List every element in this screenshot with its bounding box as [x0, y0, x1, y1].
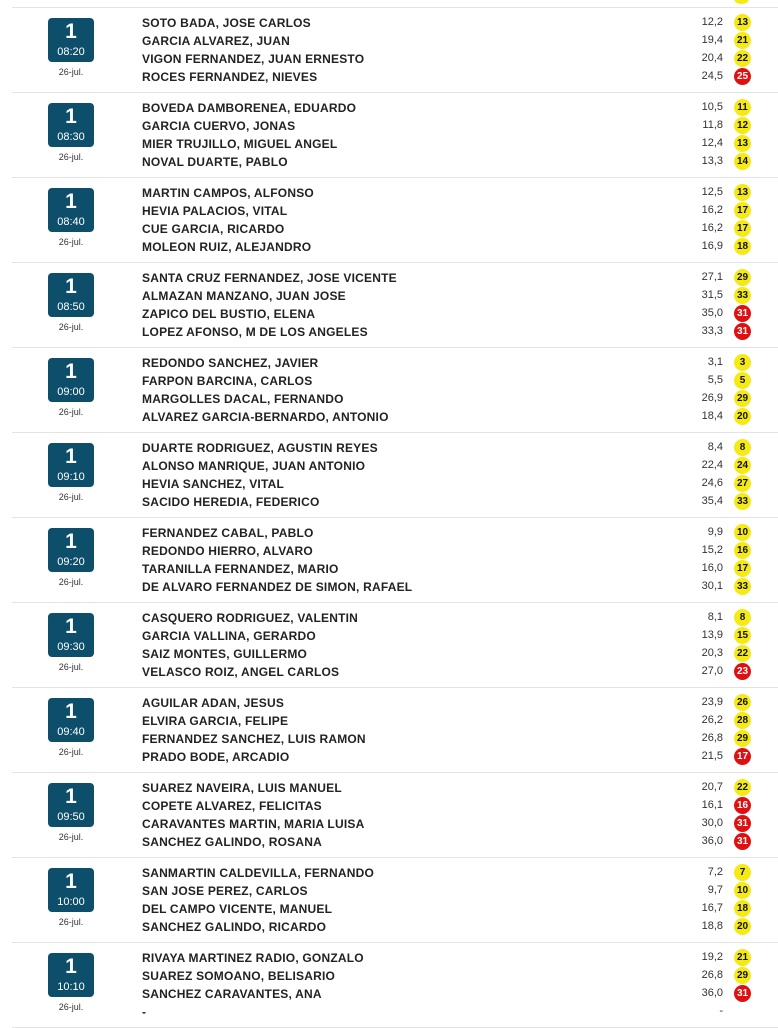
handicap-index: 30,0 — [701, 817, 723, 829]
player-row[interactable] — [0, 882, 778, 900]
playing-handicap-badge: 16 — [734, 797, 751, 814]
tee-number: 1 — [65, 275, 77, 298]
playing-handicap-badge: 17 — [734, 748, 751, 765]
player-list — [0, 99, 778, 171]
player-row[interactable] — [0, 238, 778, 256]
player-list — [0, 779, 778, 851]
player-list — [0, 269, 778, 341]
tee-time-group — [0, 263, 778, 348]
playing-handicap-badge: 29 — [734, 730, 751, 747]
player-name: RIVAYA MARTINEZ RADIO, GONZALO — [142, 951, 364, 965]
handicap-index: 16,2 — [701, 204, 723, 216]
player-row[interactable] — [0, 712, 778, 730]
player-name: ELVIRA GARCIA, FELIPE — [142, 714, 289, 728]
handicap-index: 20,4 — [701, 52, 723, 64]
player-name: ALMAZAN MANZANO, JUAN JOSE — [142, 289, 346, 303]
handicap-index: 20,3 — [701, 647, 723, 659]
playing-handicap-badge: 29 — [734, 390, 751, 407]
handicap-index: 31,5 — [701, 289, 723, 301]
player-list — [0, 609, 778, 681]
playing-handicap-badge: 5 — [734, 372, 751, 389]
player-row[interactable] — [0, 32, 778, 50]
player-row[interactable] — [0, 354, 778, 372]
handicap-index: 36,0 — [701, 835, 723, 847]
player-name: COPETE ALVAREZ, FELICITAS — [142, 799, 322, 813]
player-name: SUAREZ SOMOANO, BELISARIO — [142, 969, 336, 983]
tee-number: 1 — [65, 360, 77, 383]
player-name: LOPEZ AFONSO, M DE LOS ANGELES — [142, 325, 368, 339]
handicap-index: 36,0 — [701, 987, 723, 999]
playing-handicap-badge: 31 — [734, 305, 751, 322]
handicap-index: 12,5 — [701, 186, 723, 198]
player-row[interactable] — [0, 475, 778, 493]
player-row[interactable] — [0, 493, 778, 511]
player-name: SANCHEZ CARAVANTES, ANA — [142, 987, 322, 1001]
tee-date: 26-jul. — [58, 662, 84, 672]
handicap-index: 27,0 — [701, 665, 723, 677]
player-name: FERNANDEZ SANCHEZ, LUIS RAMON — [142, 732, 366, 746]
player-name: - — [142, 1005, 147, 1019]
player-name: VELASCO ROIZ, ANGEL CARLOS — [142, 665, 340, 679]
handicap-index: 7,2 — [707, 866, 723, 878]
tee-number: 1 — [65, 785, 77, 808]
handicap-index: 9,9 — [707, 526, 723, 538]
playing-handicap-badge: 27 — [734, 475, 751, 492]
player-name: VIGON FERNANDEZ, JUAN ERNESTO — [142, 52, 365, 66]
playing-handicap-badge: 22 — [734, 645, 751, 662]
handicap-index: 16,7 — [701, 902, 723, 914]
playing-handicap-badge: 26 — [734, 694, 751, 711]
handicap-index: 30,1 — [701, 580, 723, 592]
tee-time-group — [0, 943, 778, 1028]
tee-time-group — [0, 8, 778, 93]
player-row[interactable] — [0, 323, 778, 341]
player-name: GARCIA VALLINA, GERARDO — [142, 629, 316, 643]
playing-handicap-badge: 12 — [734, 117, 751, 134]
player-name: SOTO BADA, JOSE CARLOS — [142, 16, 311, 30]
player-list — [0, 864, 778, 936]
player-list — [0, 524, 778, 596]
playing-handicap-badge: 14 — [734, 153, 751, 170]
handicap-index: 3,1 — [707, 356, 723, 368]
player-row[interactable] — [0, 457, 778, 475]
handicap-index: 24,6 — [701, 477, 723, 489]
player-row[interactable] — [0, 985, 778, 1003]
player-name: BOVEDA DAMBORENEA, EDUARDO — [142, 101, 357, 115]
player-row[interactable] — [0, 135, 778, 153]
tee-time-group — [0, 348, 778, 433]
handicap-index: 35,4 — [701, 495, 723, 507]
player-name: SANCHEZ GALINDO, RICARDO — [142, 920, 327, 934]
player-row[interactable] — [0, 694, 778, 712]
playing-handicap-badge: 31 — [734, 323, 751, 340]
player-name: AGUILAR ADAN, JESUS — [142, 696, 285, 710]
playing-handicap-badge: 29 — [734, 967, 751, 984]
player-row[interactable] — [0, 390, 778, 408]
player-name: PRADO BODE, ARCADIO — [142, 750, 290, 764]
player-list — [0, 354, 778, 426]
player-name: SANMARTIN CALDEVILLA, FERNANDO — [142, 866, 374, 880]
handicap-index: 12,4 — [701, 137, 723, 149]
playing-handicap-badge: 18 — [734, 238, 751, 255]
handicap-index: 26,8 — [701, 732, 723, 744]
player-name: MARTIN CAMPOS, ALFONSO — [142, 186, 314, 200]
player-name: DUARTE RODRIGUEZ, AGUSTIN REYES — [142, 441, 378, 455]
tee-date: 26-jul. — [58, 152, 84, 162]
handicap-index: 13,9 — [701, 629, 723, 641]
player-row[interactable] — [0, 542, 778, 560]
playing-handicap-badge: 8 — [734, 439, 751, 456]
player-row[interactable] — [0, 609, 778, 627]
tee-number: 1 — [65, 20, 77, 43]
playing-handicap-badge: 3 — [734, 354, 751, 371]
tee-number: 1 — [65, 105, 77, 128]
handicap-index: 33,3 — [701, 325, 723, 337]
tee-date: 26-jul. — [58, 917, 84, 927]
playing-handicap-badge: 22 — [734, 779, 751, 796]
tee-time: 10:10 — [57, 981, 85, 993]
playing-handicap-badge: 21 — [734, 949, 751, 966]
tee-time-group — [0, 688, 778, 773]
player-row[interactable] — [0, 967, 778, 985]
player-name: MIER TRUJILLO, MIGUEL ANGEL — [142, 137, 338, 151]
tee-time-group — [0, 433, 778, 518]
player-row[interactable] — [0, 287, 778, 305]
playing-handicap-badge: 8 — [734, 609, 751, 626]
player-row[interactable] — [0, 153, 778, 171]
playing-handicap-badge: 31 — [734, 815, 751, 832]
handicap-index: 26,2 — [701, 714, 723, 726]
handicap-index: 8,1 — [707, 611, 723, 623]
playing-handicap-badge: 33 — [734, 493, 751, 510]
player-row[interactable] — [0, 730, 778, 748]
player-name: GARCIA ALVAREZ, JUAN — [142, 34, 290, 48]
player-row[interactable] — [0, 578, 778, 596]
player-row[interactable] — [0, 627, 778, 645]
tee-number: 1 — [65, 870, 77, 893]
tee-time: 09:00 — [57, 386, 85, 398]
playing-handicap-badge: 33 — [734, 287, 751, 304]
player-row[interactable] — [0, 220, 778, 238]
player-row[interactable] — [0, 779, 778, 797]
tee-time-group — [0, 773, 778, 858]
tee-time-group — [0, 93, 778, 178]
player-name: SACIDO HEREDIA, FEDERICO — [142, 495, 320, 509]
tee-time: 08:50 — [57, 301, 85, 313]
player-row[interactable] — [0, 815, 778, 833]
tee-date: 26-jul. — [58, 492, 84, 502]
tee-date: 26-jul. — [58, 1002, 84, 1012]
tee-number: 1 — [65, 700, 77, 723]
player-name: CARAVANTES MARTIN, MARIA LUISA — [142, 817, 365, 831]
tee-time: 08:20 — [57, 46, 85, 58]
tee-number: 1 — [65, 530, 77, 553]
playing-handicap-badge: 10 — [734, 524, 751, 541]
handicap-index: 18,4 — [701, 410, 723, 422]
player-name: HEVIA SANCHEZ, VITAL — [142, 477, 285, 491]
handicap-index: 22,4 — [701, 459, 723, 471]
player-row[interactable] — [0, 372, 778, 390]
playing-handicap-badge: 29 — [734, 269, 751, 286]
player-name: SUAREZ NAVEIRA, LUIS MANUEL — [142, 781, 342, 795]
tee-number: 1 — [65, 190, 77, 213]
tee-time-group — [0, 518, 778, 603]
handicap-index: 24,5 — [701, 70, 723, 82]
playing-handicap-badge: 16 — [734, 542, 751, 559]
player-name: HEVIA PALACIOS, VITAL — [142, 204, 288, 218]
playing-handicap-badge: 13 — [734, 14, 751, 31]
tee-time-group — [0, 178, 778, 263]
tee-date: 26-jul. — [58, 67, 84, 77]
tee-number: 1 — [65, 955, 77, 978]
player-row[interactable] — [0, 524, 778, 542]
tee-time: 08:40 — [57, 216, 85, 228]
handicap-index: 13,3 — [701, 155, 723, 167]
player-row[interactable] — [0, 949, 778, 967]
handicap-index: 21,5 — [701, 750, 723, 762]
player-name: NOVAL DUARTE, PABLO — [142, 155, 288, 169]
handicap-index: 27,1 — [701, 271, 723, 283]
handicap-index: 35,0 — [701, 307, 723, 319]
handicap-index: 23,9 — [701, 696, 723, 708]
handicap-index: 9,7 — [707, 884, 723, 896]
player-row[interactable] — [0, 14, 778, 32]
player-name: SAIZ MONTES, GUILLERMO — [142, 647, 308, 661]
player-row[interactable] — [0, 864, 778, 882]
playing-handicap-badge: 28 — [734, 712, 751, 729]
playing-handicap-badge: 31 — [734, 985, 751, 1002]
player-row[interactable] — [0, 645, 778, 663]
player-row[interactable] — [0, 184, 778, 202]
player-list — [0, 184, 778, 256]
handicap-index: 19,2 — [701, 951, 723, 963]
playing-handicap-badge: 24 — [734, 457, 751, 474]
tee-time: 08:30 — [57, 131, 85, 143]
previous-row-badge — [734, 0, 749, 4]
player-name: SAN JOSE PEREZ, CARLOS — [142, 884, 308, 898]
player-row[interactable] — [0, 833, 778, 851]
tee-date: 26-jul. — [58, 577, 84, 587]
player-list — [0, 949, 778, 1021]
tee-date: 26-jul. — [58, 322, 84, 332]
handicap-index: 16,9 — [701, 240, 723, 252]
player-name: DEL CAMPO VICENTE, MANUEL — [142, 902, 333, 916]
player-name: TARANILLA FERNANDEZ, MARIO — [142, 562, 339, 576]
player-name: ALVAREZ GARCIA-BERNARDO, ANTONIO — [142, 410, 389, 424]
player-row[interactable] — [0, 202, 778, 220]
handicap-index: 26,9 — [701, 392, 723, 404]
player-name: SANTA CRUZ FERNANDEZ, JOSE VICENTE — [142, 271, 397, 285]
handicap-index: 16,1 — [701, 799, 723, 811]
handicap-index: 8,4 — [707, 441, 723, 453]
playing-handicap-badge: 20 — [734, 918, 751, 935]
handicap-index: 20,7 — [701, 781, 723, 793]
player-row[interactable] — [0, 117, 778, 135]
player-row[interactable] — [0, 663, 778, 681]
player-name: ALONSO MANRIQUE, JUAN ANTONIO — [142, 459, 366, 473]
playing-handicap-badge: 15 — [734, 627, 751, 644]
playing-handicap-badge: 25 — [734, 68, 751, 85]
playing-handicap-badge: 10 — [734, 882, 751, 899]
playing-handicap-badge: 17 — [734, 202, 751, 219]
tee-time: 09:40 — [57, 726, 85, 738]
tee-number: 1 — [65, 615, 77, 638]
player-name: FARPON BARCINA, CARLOS — [142, 374, 313, 388]
player-list — [0, 439, 778, 511]
player-row[interactable] — [0, 269, 778, 287]
tee-time-list — [0, 8, 778, 1028]
player-row[interactable] — [0, 918, 778, 936]
tee-time-group — [0, 858, 778, 943]
playing-handicap-badge: 21 — [734, 32, 751, 49]
player-name: REDONDO SANCHEZ, JAVIER — [142, 356, 319, 370]
player-name: MOLEON RUIZ, ALEJANDRO — [142, 240, 312, 254]
player-row[interactable] — [0, 50, 778, 68]
tee-time: 10:00 — [57, 896, 85, 908]
player-row[interactable] — [0, 1003, 778, 1021]
player-row[interactable] — [0, 305, 778, 323]
tee-time-group — [0, 603, 778, 688]
tee-time: 09:10 — [57, 471, 85, 483]
tee-number: 1 — [65, 445, 77, 468]
playing-handicap-badge: 31 — [734, 833, 751, 850]
player-row[interactable] — [0, 797, 778, 815]
playing-handicap-badge: 17 — [734, 560, 751, 577]
handicap-index: 19,4 — [701, 34, 723, 46]
tee-date: 26-jul. — [58, 832, 84, 842]
playing-handicap-badge: 20 — [734, 408, 751, 425]
handicap-index: 5,5 — [707, 374, 723, 386]
tee-date: 26-jul. — [58, 237, 84, 247]
player-row[interactable] — [0, 560, 778, 578]
handicap-index: 10,5 — [701, 101, 723, 113]
player-name: SANCHEZ GALINDO, ROSANA — [142, 835, 322, 849]
player-name: ZAPICO DEL BUSTIO, ELENA — [142, 307, 316, 321]
player-row[interactable] — [0, 748, 778, 766]
handicap-index: 16,0 — [701, 562, 723, 574]
playing-handicap-badge: 13 — [734, 184, 751, 201]
player-list — [0, 14, 778, 86]
tee-time: 09:20 — [57, 556, 85, 568]
playing-handicap-badge: 7 — [734, 864, 751, 881]
player-name: FERNANDEZ CABAL, PABLO — [142, 526, 314, 540]
tee-date: 26-jul. — [58, 407, 84, 417]
tee-time: 09:30 — [57, 641, 85, 653]
player-name: CASQUERO RODRIGUEZ, VALENTIN — [142, 611, 359, 625]
player-row[interactable] — [0, 900, 778, 918]
playing-handicap-badge: 13 — [734, 135, 751, 152]
tee-date: 26-jul. — [58, 747, 84, 757]
handicap-index: 12,2 — [701, 16, 723, 28]
tee-time: 09:50 — [57, 811, 85, 823]
playing-handicap-badge: 17 — [734, 220, 751, 237]
handicap-index: 16,2 — [701, 222, 723, 234]
player-name: CUE GARCIA, RICARDO — [142, 222, 285, 236]
playing-handicap-badge: 11 — [734, 99, 751, 116]
player-row[interactable] — [0, 68, 778, 86]
player-list — [0, 694, 778, 766]
player-name: GARCIA CUERVO, JONAS — [142, 119, 296, 133]
player-name: ROCES FERNANDEZ, NIEVES — [142, 70, 318, 84]
player-name: MARGOLLES DACAL, FERNANDO — [142, 392, 344, 406]
handicap-index: - — [719, 1005, 723, 1017]
player-row[interactable] — [0, 408, 778, 426]
playing-handicap-badge: 23 — [734, 663, 751, 680]
player-row[interactable] — [0, 99, 778, 117]
handicap-index: 11,8 — [702, 119, 723, 131]
playing-handicap-badge: 33 — [734, 578, 751, 595]
handicap-index: 15,2 — [701, 544, 723, 556]
player-name: DE ALVARO FERNANDEZ DE SIMON, RAFAEL — [142, 580, 413, 594]
playing-handicap-badge: 22 — [734, 50, 751, 67]
playing-handicap-badge: 18 — [734, 900, 751, 917]
player-name: REDONDO HIERRO, ALVARO — [142, 544, 313, 558]
handicap-index: 18,8 — [701, 920, 723, 932]
handicap-index: 26,8 — [701, 969, 723, 981]
player-row[interactable] — [0, 439, 778, 457]
